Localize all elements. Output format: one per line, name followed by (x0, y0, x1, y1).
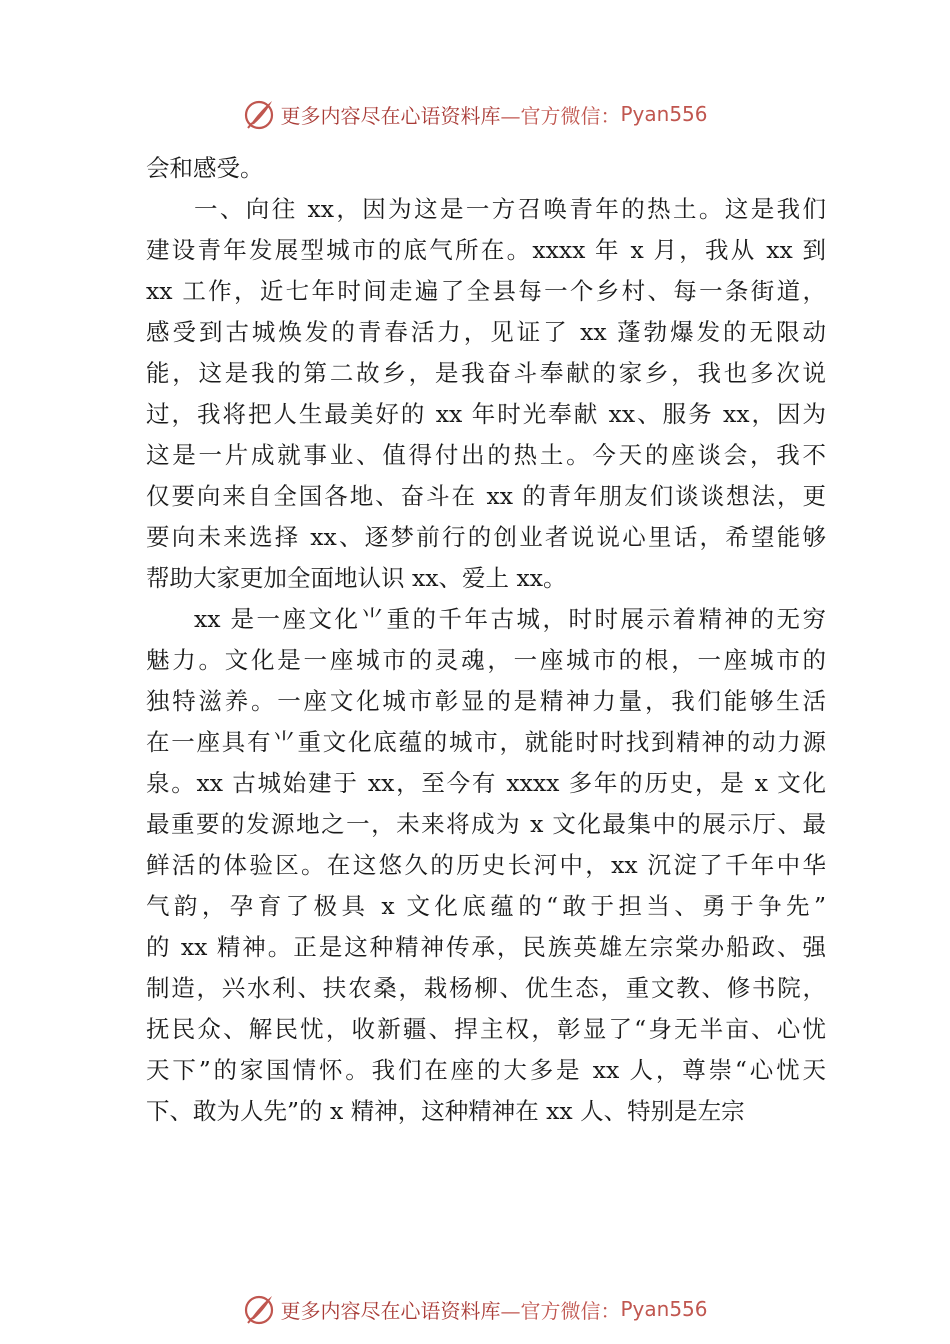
banner-wechat-id: Pyan556 (620, 102, 708, 126)
body-line: 天下”的家国情怀。我们在座的大多是 xx 人，尊崇“心忧天 (146, 1056, 826, 1084)
body-line: xx 工作，近七年时间走遍了全县每一个乡村、每一条街道， (146, 277, 826, 305)
body-line: 下、敢为人先”的 x 精神，这种精神在 xx 人、特别是左宗 (146, 1097, 745, 1125)
body-line: 过，我将把人生最美好的 xx 年时光奉献 xx、服务 xx，因为 (146, 400, 826, 428)
body-line: 泉。xx 古城始建于 xx，至今有 xxxx 多年的历史，是 x 文化 (146, 769, 826, 797)
body-line: 一、向往 xx，因为这是一方召唤青年的热土。这是我们 (194, 195, 826, 223)
banner-wechat-id: Pyan556 (620, 1297, 708, 1321)
banner-text-wechat-label: —官方微信： (500, 1298, 621, 1323)
banner-text-main: 更多内容尽在心语资料库 (280, 1298, 501, 1323)
quill-pen-circle-logo-icon (242, 97, 276, 131)
footer-watermark-banner (0, 1289, 950, 1329)
body-line: 帮助大家更加全面地认识 xx、爱上 xx。 (146, 564, 567, 592)
body-line: 在一座具有⺌重文化底蕴的城市，就能时时找到精神的动力源 (146, 728, 826, 756)
body-line: 仅要向来自全国各地、奋斗在 xx 的青年朋友们谈谈想法，更 (146, 482, 826, 510)
document-body (146, 148, 826, 1132)
body-line: 建设青年发展型城市的底气所在。xxxx 年 x 月，我从 xx 到 (146, 236, 826, 264)
body-line: 能，这是我的第二故乡，是我奋斗奉献的家乡，我也多次说 (146, 359, 826, 387)
body-line: 最重要的发源地之一，未来将成为 x 文化最集中的展示厅、最 (146, 810, 826, 838)
quill-pen-circle-logo-icon (242, 1292, 276, 1326)
body-line: 抚民众、解民忧，收新疆、捍主权，彰显了“身无半亩、心忧 (146, 1015, 826, 1043)
body-line: 要向未来选择 xx、逐梦前行的创业者说说心里话，希望能够 (146, 523, 826, 551)
body-line: 制造，兴水利、扶农桑，栽杨柳、优生态，重文教、修书院， (146, 974, 826, 1002)
body-line: 独特滋养。一座文化城市彰显的是精神力量，我们能够生活 (146, 687, 826, 715)
body-line: 会和感受。 (146, 154, 264, 182)
body-line: xx 是一座文化⺌重的千年古城，时时展示着精神的无穷 (194, 605, 826, 633)
banner-text-main: 更多内容尽在心语资料库 (280, 103, 501, 128)
body-line: 这是一片成就事业、值得付出的热土。今天的座谈会，我不 (146, 441, 826, 469)
body-line: 的 xx 精神。正是这种精神传承，民族英雄左宗棠办船政、强 (146, 933, 826, 961)
body-line: 鲜活的体验区。在这悠久的历史长河中，xx 沉淀了千年中华 (146, 851, 826, 879)
body-line: 魅力。文化是一座城市的灵魂，一座城市的根，一座城市的 (146, 646, 826, 674)
body-line: 气韵，孕育了极具 x 文化底蕴的“敢于担当、勇于争先” (146, 892, 826, 920)
header-watermark-banner (0, 94, 950, 134)
banner-text-wechat-label: —官方微信： (500, 103, 621, 128)
body-line: 感受到古城焕发的青春活力，见证了 xx 蓬勃爆发的无限动 (146, 318, 826, 346)
